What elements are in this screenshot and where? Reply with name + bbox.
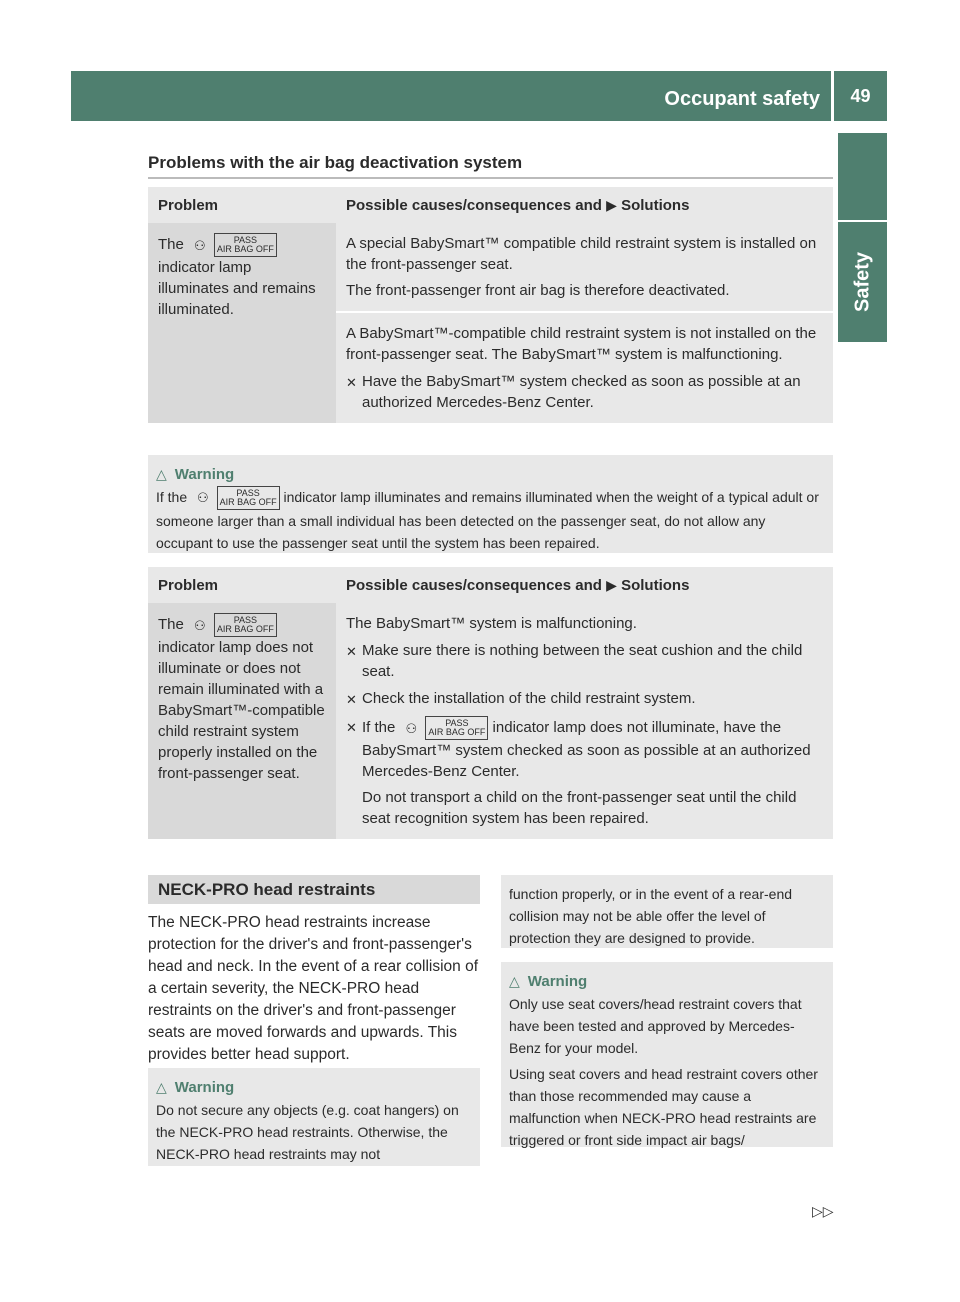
action-step: ✕ If the ⚇ PASS AIR BAG OFF indicator lamp does not illuminate, have the BabySmart™ system checked as soon as possible at an authorized Mercedes-Benz Center. — [346, 718, 811, 780]
heading-rule — [148, 177, 833, 179]
action-step: ✕ Make sure there is nothing between the seat cushion and the child seat. — [346, 642, 803, 680]
warning-triangle-icon: △ — [156, 466, 167, 482]
table-row — [148, 603, 833, 839]
occupant-sensor-icon: ⚇ — [197, 490, 209, 506]
solution-cell: A special BabySmart™ compatible child restraint system is installed on the front-passenger seat. The front-passenger front air bag is therefore deactivated. — [336, 223, 833, 312]
page-number: 49 — [834, 71, 887, 121]
solution-cell: A BabySmart™-compatible child restraint system is not installed on the front-passenger seat. The BabySmart™ system is malfunctioning. ✕ Have the BabySmart™ system checked as soon as possible at an authorized Mercedes-Benz Center. — [336, 312, 833, 423]
chapter-title: Occupant safety — [664, 88, 820, 110]
action-step: ✕ Have the BabySmart™ system checked as soon as possible at an authorized Mercedes-Benz Center. — [346, 373, 801, 411]
occupant-sensor-icon: ⚇ — [194, 617, 206, 633]
neck-pro-heading: NECK-PRO head restraints — [148, 875, 480, 904]
occupant-sensor-icon: ⚇ — [405, 720, 418, 736]
action-arrow-icon: ▶ — [606, 576, 617, 593]
warning-box: △ Warning If the ⚇ PASS AIR BAG OFF indicator lamp illuminates and remains illuminated when the weight of a typical adult or someone larger than a small individual has been detected on the passenger seat, do not allow any occupant to use the passenger seat until the system has been repaired. — [148, 455, 833, 553]
col-solution: Possible causes/consequences and ▶ Solutions — [336, 567, 833, 603]
passenger-airbag-off-icon: PASS AIR BAG OFF — [214, 613, 277, 637]
neck-pro-body: The NECK-PRO head restraints increase protection for the driver's and front-passenger's head and neck. In the event of a rear collision of a certain severity, the NECK-PRO head restraints on the driver's and front-passenger seats are moved forwards and upwards. This provides better head support. — [148, 914, 479, 1063]
continued-marker: ▷▷ — [812, 1203, 834, 1219]
action-arrow-icon: ▶ — [606, 196, 617, 213]
occupant-sensor-icon: ⚇ — [194, 237, 206, 253]
warning-triangle-icon: △ — [509, 973, 520, 989]
table-row — [148, 223, 833, 312]
action-arrow-icon: ✕ — [346, 644, 357, 659]
table-header-row — [148, 567, 833, 603]
warning-box: △ Warning Do not secure any objects (e.g. coat hangers) on the NECK-PRO head restraints. Otherwise, the NECK-PRO head restraints may not — [148, 1068, 480, 1166]
side-tab — [838, 222, 887, 342]
warning-triangle-icon: △ — [156, 1079, 167, 1095]
col-solution: Possible causes/consequences and ▶ Solutions — [336, 187, 833, 223]
col-problem: Problem — [148, 567, 336, 603]
passenger-airbag-off-icon: PASS AIR BAG OFF — [214, 233, 277, 257]
problem-cell: The ⚇ PASS AIR BAG OFF indicator lamp illuminates and remains illuminated. — [148, 223, 336, 423]
action-arrow-icon: ✕ — [346, 375, 357, 390]
side-tab-label: Safety — [851, 251, 873, 313]
problem-cell: The ⚇ PASS AIR BAG OFF indicator lamp does not illuminate or does not remain illuminated with a BabySmart™-compatible child restraint system properly installed on the front-passenger seat. — [148, 603, 336, 839]
table-header-row — [148, 187, 833, 223]
warning-continued-box: function properly, or in the event of a rear-end collision may not be able offer the level of protection they are designed to provide. — [501, 875, 833, 948]
passenger-airbag-off-icon: PASS AIR BAG OFF — [425, 716, 488, 740]
solution-cell: The BabySmart™ system is malfunctioning. ✕ Make sure there is nothing between the seat cushion and the child seat. ✕ Check the installation of the child restraint system. ✕ If the ⚇ PASS AIR BAG OFF indicator lamp does not illuminate, have the BabySmart™ system checked as soon as possible at an authorized Mercedes-Benz Center. Do not transport a child on the front-passenger seat until the child seat recognition system has been repaired. — [336, 603, 833, 839]
action-arrow-icon: ✕ — [346, 720, 357, 735]
warning-box: △ Warning Only use seat covers/head restraint covers that have been tested and approved by Mercedes-Benz for your model. Using seat covers and head restraint covers other than those recommended may cause a malfunction when NECK-PRO head restraints are triggered or front side impact air bags/ — [501, 962, 833, 1147]
side-tab-marker — [838, 133, 887, 220]
section-heading: Problems with the air bag deactivation system — [148, 153, 523, 172]
action-arrow-icon: ✕ — [346, 692, 357, 707]
problem-table-2 — [148, 567, 833, 839]
action-step: ✕ Check the installation of the child restraint system. — [346, 688, 823, 710]
col-problem: Problem — [148, 187, 336, 223]
passenger-airbag-off-icon: PASS AIR BAG OFF — [217, 486, 280, 510]
problem-table-1 — [148, 187, 833, 423]
